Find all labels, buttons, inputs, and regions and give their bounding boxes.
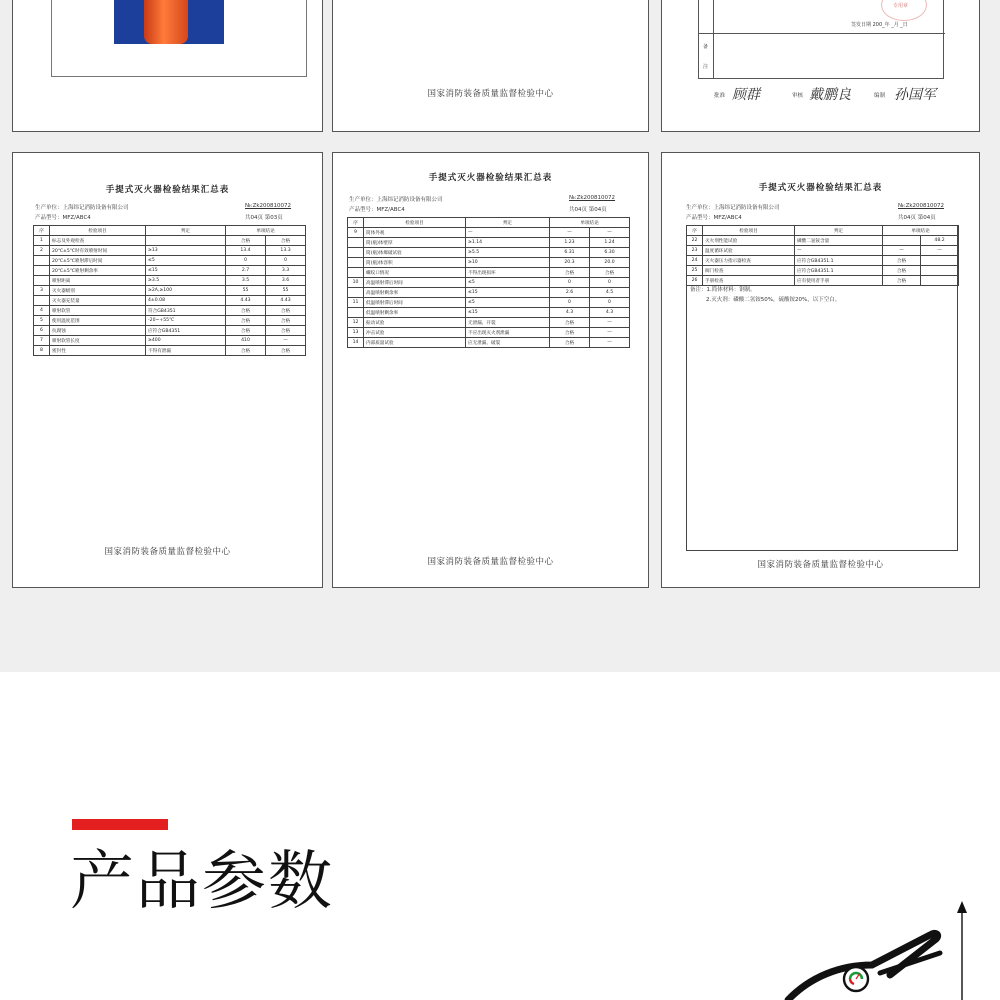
table-row: 喷射距离 ≥3.5 3.5 3.6	[34, 276, 306, 286]
doc-card-top-right	[661, 0, 980, 132]
table-row: 螺纹口情况 不得出现损坏 合格 合格	[348, 268, 630, 278]
doc-title: 手提式灭火器检验结果汇总表	[428, 173, 553, 183]
producer: 生产单位：上海纬记消防设备有限公司	[686, 205, 780, 211]
footer-org: 国家消防装备质量监督检验中心	[757, 560, 884, 570]
stamp-text: 专用章	[893, 3, 909, 9]
table-row: 9 筒体外观 — — —	[348, 228, 630, 238]
note-line-2: 2.灭火剂：磷酸二氢铵50%，硫酸铵20%，以下空白。	[706, 297, 841, 303]
accent-bar	[72, 819, 168, 830]
footer-org: 国家消防装备质量监督检验中心	[427, 89, 554, 99]
sig-approve-label: 批准	[714, 93, 726, 99]
table-row: 2 20℃±5℃时有效喷射时间 ≥13 13.4 13.3	[34, 246, 306, 256]
table-row: 13 冲击试验 不应出现灭火剂泄漏 合格 —	[348, 328, 630, 338]
section-heading: 产品参数	[70, 845, 334, 919]
report-number: №:Zk200810072	[245, 203, 292, 209]
extinguisher-image	[144, 0, 188, 44]
table-row: 20℃±5℃喷射滞后时间 ≤5 0 0	[34, 256, 306, 266]
results-table: 序 检验项目 判定 单项结论 9 筒体外观 — — — 筒(瓶)体壁厚 ≥1.14 1.23 1.24 筒(瓶)体爆破试验 ≥5.5 6.31 6.30 筒(瓶)体容积 ≥10 20.3 20.0 螺纹口情况 不得出现损坏 合格 合格 10 高温喷射滞后时间 ≤5 0 0 高温喷射剩余率 ≤15 2.6 4.5 11 低温喷射滞后时间 ≤5 0 0 低温喷射剩余率 ≤15 4.3 4.3 12 振动试验 无泄漏、开裂 合格 — 13 冲击试验 不应出现灭火剂泄漏 合格 — 14 内部质量试验 应无泄漏、破裂 合格 —	[347, 217, 630, 348]
product-model: 产品型号：MFZ/ABC4	[686, 215, 742, 221]
page-count: 共04页 第04页	[569, 207, 607, 213]
table-row: 26 手册检查 应有使用者手册 合格	[687, 276, 959, 286]
table-row: 25 阀门检查 应符合GB4351.1 合格	[687, 266, 959, 276]
product-model: 产品型号：MFZ/ABC4	[349, 207, 405, 213]
table-row: 1 标志及外观检查 合格 合格	[34, 236, 306, 246]
table-row: 低温喷射剩余率 ≤15 4.3 4.3	[348, 308, 630, 318]
sig-review-label: 审核	[792, 93, 804, 99]
table-row: 筒(瓶)体容积 ≥10 20.3 20.0	[348, 258, 630, 268]
header-result: 单项结论	[226, 226, 306, 236]
table-row: 10 高温喷射滞后时间 ≤5 0 0	[348, 278, 630, 288]
signature-review: 戴鹏良	[809, 87, 851, 103]
table-row: 3 灭火器级别 ≥2A,≥100 55 55	[34, 286, 306, 296]
results-table: 序 检验项目 判定 单项结论 22 灭火剂性能试验 磷酸二氢铵含量 48.2 23 温度循环试验 — — — 24 灭火器压力指示器检查 应符合GB4351.1 合格 25 阀门检查 应符合GB4351.1 合格 26 手册检查 应有使用者手册 合格	[686, 225, 959, 286]
doc-card-top-middle	[332, 0, 649, 132]
table-row: 7 喷射软管长度 ≥400 410 —	[34, 336, 306, 346]
row-label-2: 注	[703, 64, 709, 70]
product-drawing	[780, 895, 1000, 1000]
photo-frame	[51, 0, 307, 77]
doc-title: 手提式灭火器检验结果汇总表	[105, 185, 230, 195]
header-item: 检验项目	[364, 218, 466, 228]
note-line-1: 备注：1.简体材料：钢制。	[690, 287, 756, 293]
header-judge: 判定	[146, 226, 226, 236]
report-number: №:Zk200810072	[569, 195, 616, 201]
header-item: 检验项目	[50, 226, 146, 236]
header-result: 单项结论	[883, 226, 959, 236]
header-result: 单项结论	[550, 218, 630, 228]
footer-org: 国家消防装备质量监督检验中心	[427, 557, 554, 567]
row-label-1: 备	[703, 44, 709, 50]
table-row: 23 温度循环试验 — — —	[687, 246, 959, 256]
doc-card-photo	[12, 0, 323, 132]
doc-card-2	[332, 152, 649, 588]
header-judge: 判定	[466, 218, 550, 228]
product-model: 产品型号：MFZ/ABC4	[35, 215, 91, 221]
table-row: 22 灭火剂性能试验 磷酸二氢铵含量 48.2	[687, 236, 959, 246]
footer-org: 国家消防装备质量监督检验中心	[104, 547, 231, 557]
page-count: 共04页 第03页	[245, 215, 283, 221]
table-row: 24 灭火器压力指示器检查 应符合GB4351.1 合格	[687, 256, 959, 266]
table-row: 筒(瓶)体爆破试验 ≥5.5 6.31 6.30	[348, 248, 630, 258]
table-row: 8 密封性 不得有泄漏 合格 合格	[34, 346, 306, 356]
table-row: 筒(瓶)体壁厚 ≥1.14 1.23 1.24	[348, 238, 630, 248]
table-row: 20℃±5℃喷射剩余率 ≤15 2.7 3.3	[34, 266, 306, 276]
issue-date: 签发日期 200_年 _月 _日	[851, 22, 908, 28]
table-row: 11 低温喷射滞后时间 ≤5 0 0	[348, 298, 630, 308]
table-row: 6 抗腐蚀 应符合GB4351 合格 合格	[34, 326, 306, 336]
producer: 生产单位：上海纬记消防设备有限公司	[35, 205, 129, 211]
producer: 生产单位：上海纬记消防设备有限公司	[349, 197, 443, 203]
table-row: 4 喷射软管 符合GB4351 合格 合格	[34, 306, 306, 316]
doc-title: 手提式灭火器检验结果汇总表	[758, 183, 883, 193]
table-row: 灭火器充装量 4±0.08 4.43 4.43	[34, 296, 306, 306]
signature-table	[698, 0, 944, 79]
doc-card-3	[661, 152, 980, 588]
sig-compile-label: 编制	[874, 93, 886, 99]
table-row: 14 内部质量试验 应无泄漏、破裂 合格 —	[348, 338, 630, 348]
product-photo	[114, 0, 224, 44]
report-number: №:Zk200810072	[898, 203, 945, 209]
header-judge: 判定	[795, 226, 883, 236]
doc-card-1	[12, 152, 323, 588]
table-row: 12 振动试验 无泄漏、开裂 合格 —	[348, 318, 630, 328]
results-table: 序 检验项目 判定 单项结论 1 标志及外观检查 合格 合格 2 20℃±5℃时有效喷射时间 ≥13 13.4 13.3 20℃±5℃喷射滞后时间 ≤5 0 0 20℃±5℃喷射剩余率 ≤15 2.7 3.3 喷射距离 ≥3.5 3.5 3.6 3 灭火器级别 ≥2A,≥100 55 55 灭火器充装量 4±0.08 4.43 4.43 4 喷射软管 符合GB4351 合格 合格 5 使用温度范围 -20~+55℃ 合格 合格 6 抗腐蚀 应符合GB4351 合格 合格 7 喷射软管长度 ≥400 410 — 8 密封性 不得有泄漏 合格 合格	[33, 225, 306, 356]
dimension-arrow-icon	[957, 901, 967, 913]
table-row: 5 使用温度范围 -20~+55℃ 合格 合格	[34, 316, 306, 326]
table-row: 高温喷射剩余率 ≤15 2.6 4.5	[348, 288, 630, 298]
signature-compile: 孙国军	[894, 87, 936, 103]
signature-approve: 顾群	[732, 87, 760, 103]
header-item: 检验项目	[703, 226, 795, 236]
page-count: 共04页 第04页	[898, 215, 936, 221]
